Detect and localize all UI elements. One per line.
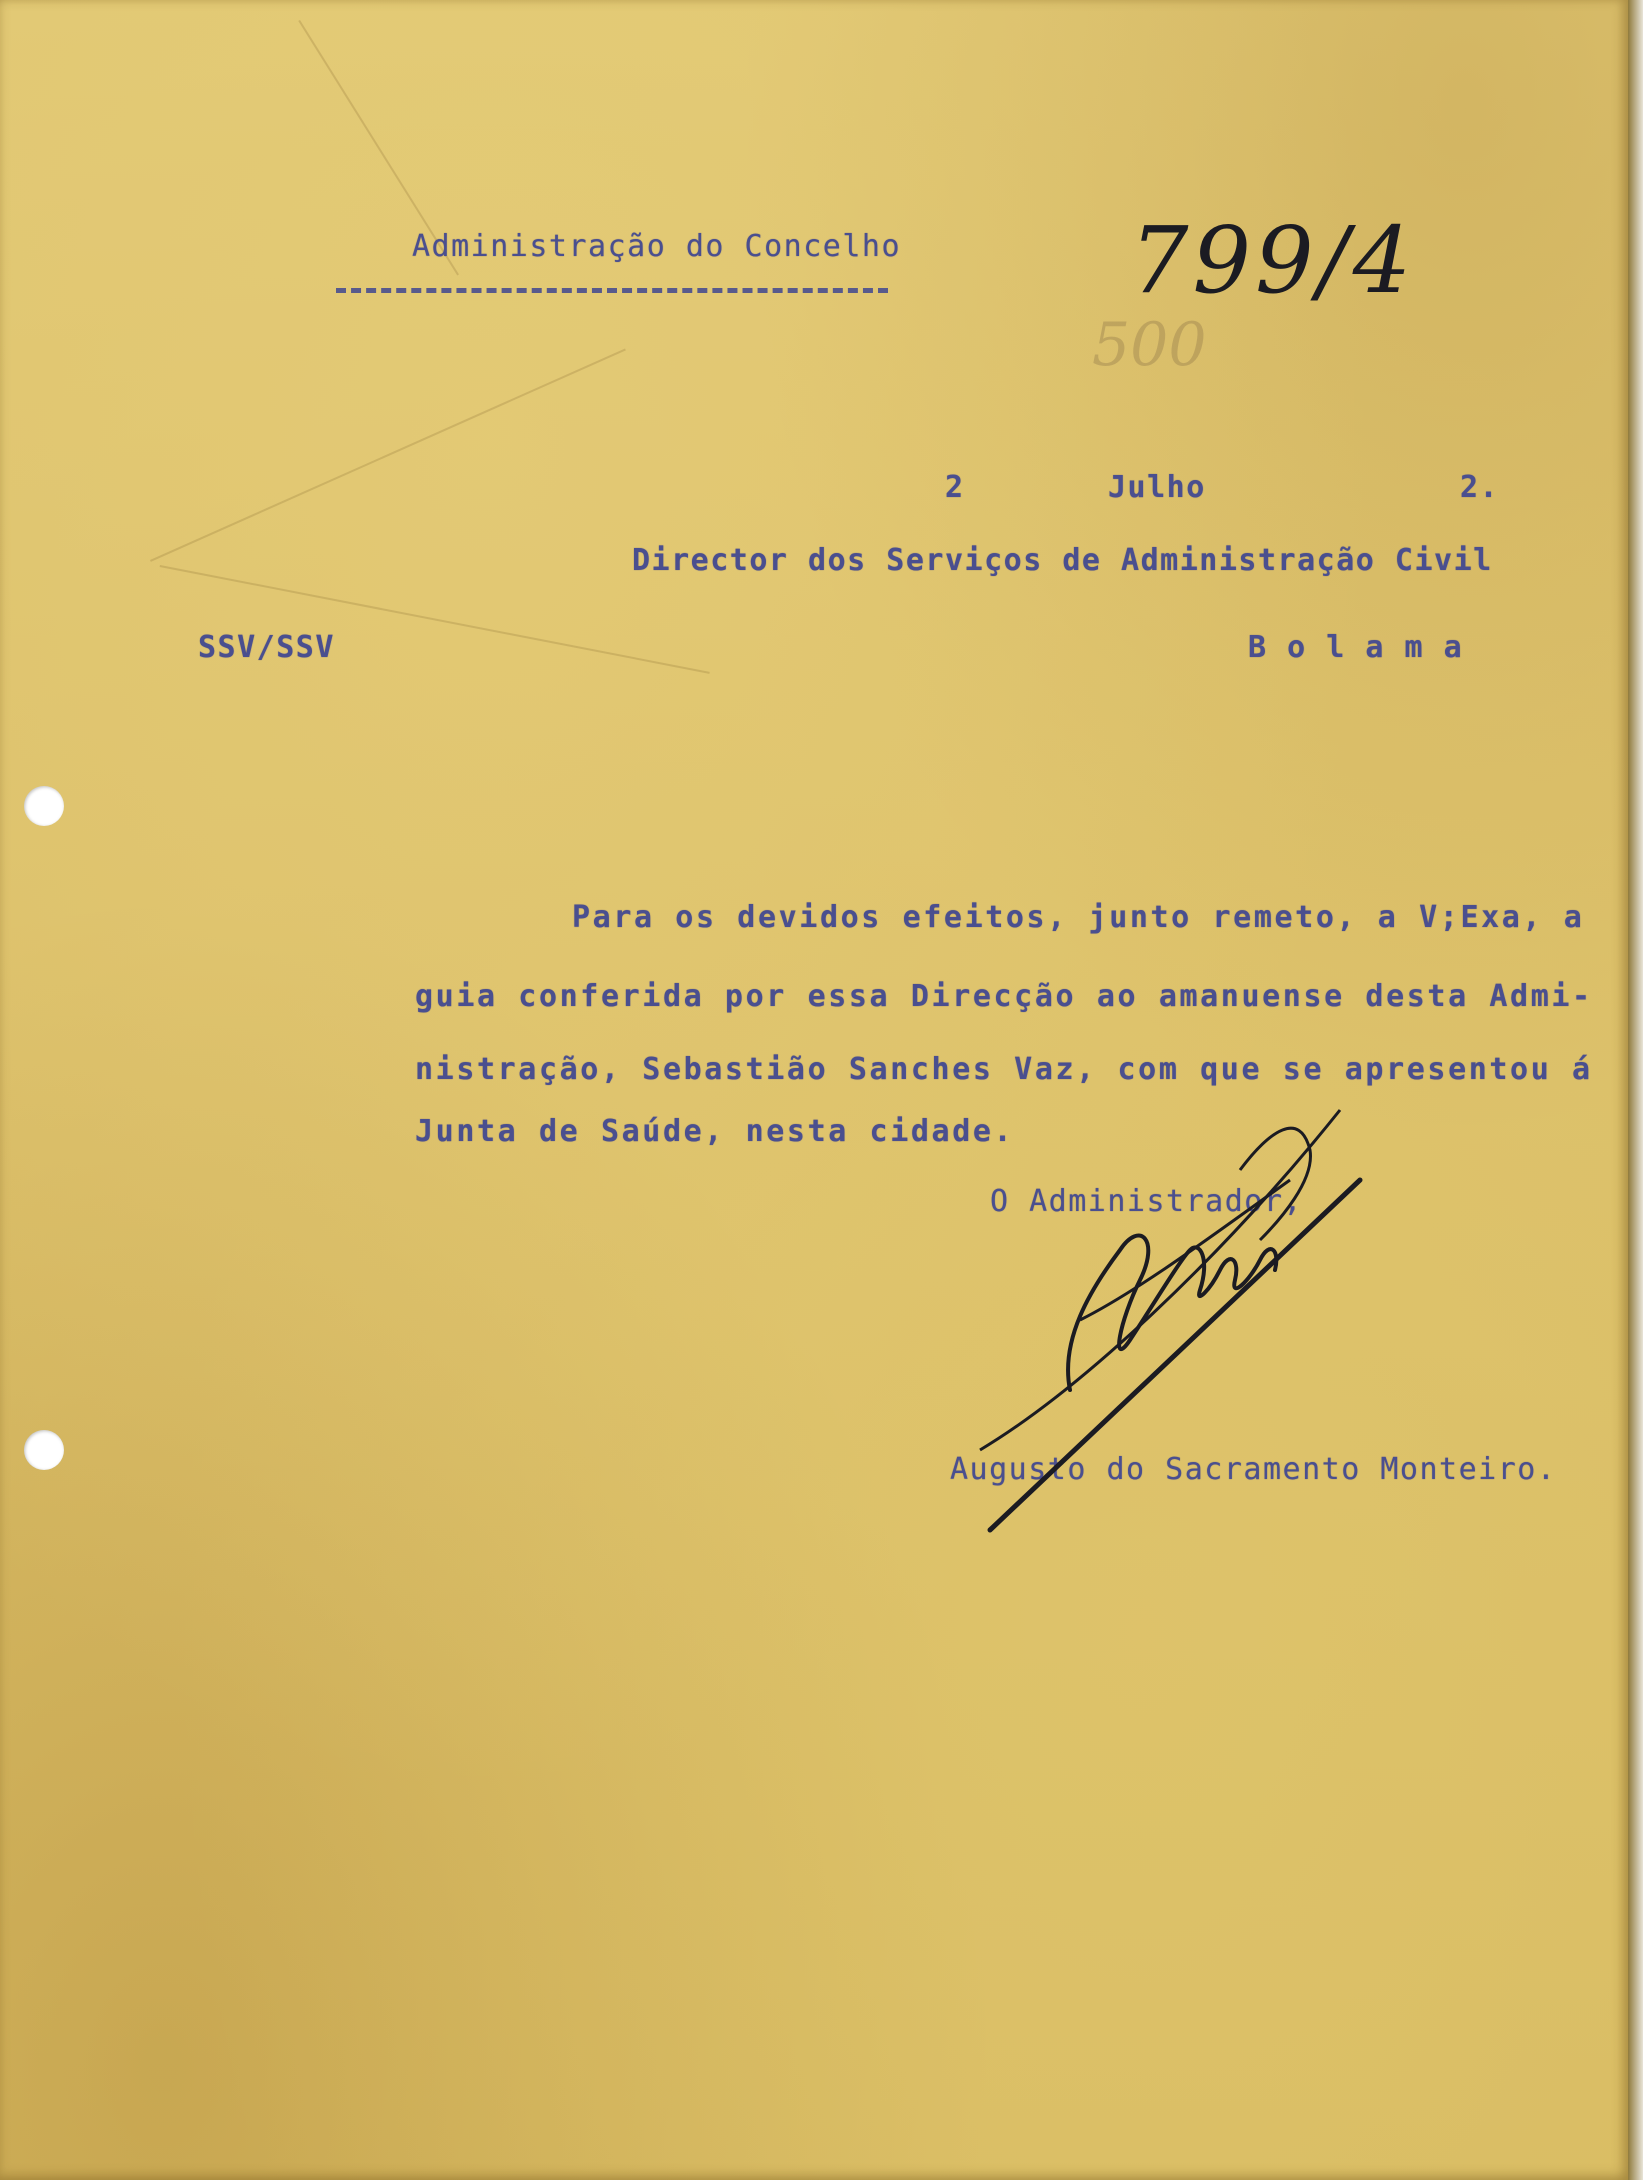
- body-line-1: Para os devidos efeitos, junto remeto, a V;Exa, a: [572, 900, 1585, 935]
- signatory-name: Augusto do Sacramento Monteiro.: [950, 1452, 1557, 1487]
- heading-underline: [336, 288, 888, 293]
- closing-role: O Administrador,: [990, 1184, 1303, 1219]
- handwritten-signature: [960, 1090, 1380, 1540]
- paper-crease: [150, 348, 626, 561]
- date-day: 2: [945, 470, 965, 505]
- page-edge: [1628, 0, 1643, 2180]
- punch-hole-top: [24, 786, 64, 826]
- addressee-title: Director dos Serviços de Administração Civil: [632, 543, 1493, 578]
- office-heading: Administração do Concelho: [412, 229, 902, 264]
- handwritten-file-number: 799/4: [1130, 207, 1416, 314]
- body-line-4: Junta de Saúde, nesta cidade.: [415, 1114, 1015, 1149]
- body-line-3: nistração, Sebastião Sanches Vaz, com que se apresentou á: [415, 1052, 1593, 1087]
- date-month: Julho: [1108, 470, 1206, 505]
- punch-hole-bottom: [24, 1430, 64, 1470]
- body-line-2: guia conferida por essa Direcção ao amanuense desta Admi-: [415, 979, 1593, 1014]
- date-year: 2.: [1460, 470, 1500, 505]
- faint-stamp-number: 500: [1092, 310, 1207, 380]
- reference-code: SSV/SSV: [198, 630, 335, 665]
- addressee-place: B o l a m a: [1248, 630, 1464, 665]
